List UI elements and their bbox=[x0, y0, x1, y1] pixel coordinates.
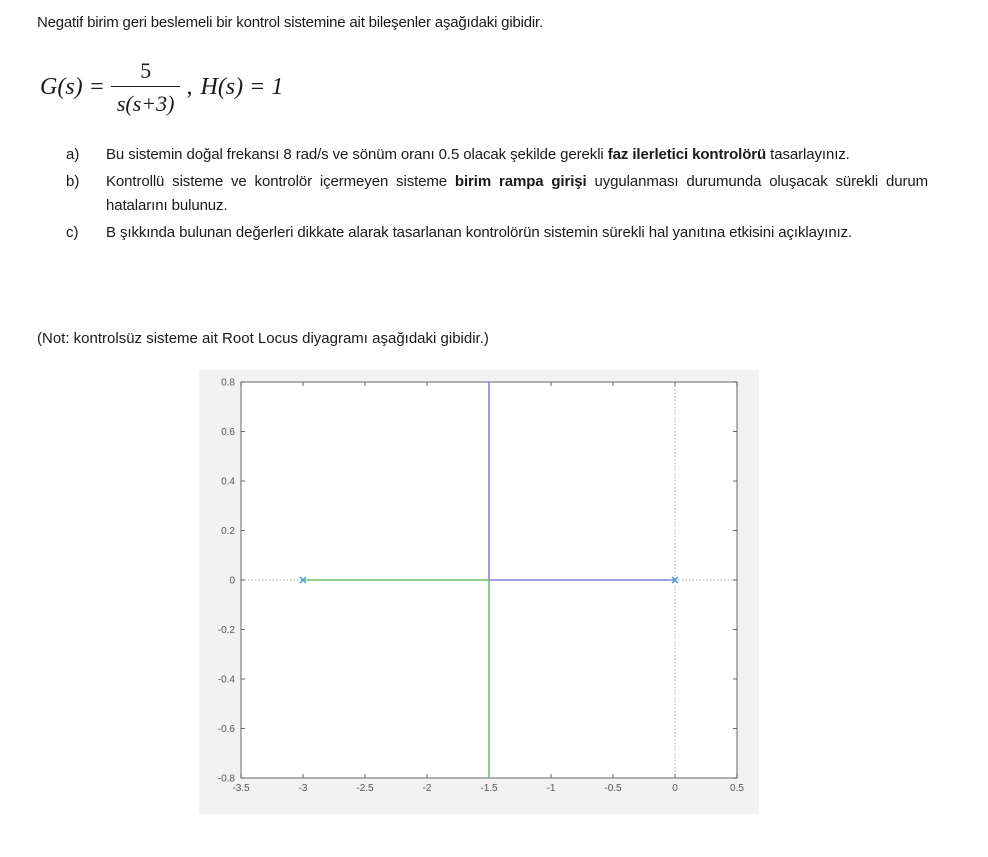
y-tick-label: -0.8 bbox=[217, 773, 235, 785]
root-locus-figure bbox=[199, 370, 759, 814]
x-tick-label: -3 bbox=[298, 783, 308, 794]
note-text: (Not: kontrolsüz sisteme ait Root Locus diyagramı aşağıdaki gibidir.) bbox=[37, 330, 489, 347]
question-text-pre: Bu sistemin doğal frekansı 8 rad/s ve sönüm oranı 0.5 olacak şekilde gerekli bbox=[106, 146, 608, 163]
transfer-function bbox=[40, 58, 283, 117]
root-locus-chart bbox=[199, 370, 759, 814]
question-text-post: uygulanması durumunda oluşacak sürekli durum hatalarını bulunuz. bbox=[106, 173, 929, 214]
x-tick-label: -0.5 bbox=[604, 783, 622, 794]
question-c bbox=[66, 221, 928, 245]
g-denominator: s(s+3) bbox=[111, 86, 181, 117]
h-lhs: H(s) = 1 bbox=[200, 74, 284, 100]
y-tick-label: 0.2 bbox=[221, 526, 235, 537]
x-tick-label: 0.5 bbox=[730, 783, 744, 794]
y-tick-label: 0.8 bbox=[221, 377, 235, 389]
question-text-pre: Kontrollü sisteme ve kontrolör içermeyen sisteme bbox=[106, 173, 455, 190]
x-tick-label: -1 bbox=[546, 783, 556, 794]
x-tick-label: -3.5 bbox=[232, 783, 250, 794]
formula-separator: , bbox=[186, 74, 193, 100]
x-tick-label: 0 bbox=[672, 783, 678, 794]
question-text-bold: birim rampa girişi bbox=[454, 173, 587, 190]
question-text bbox=[106, 143, 928, 167]
intro-text: Negatif birim geri beslemeli bir kontrol sistemine ait bileşenler aşağıdaki gibidir. bbox=[37, 14, 543, 31]
question-a bbox=[66, 143, 928, 167]
question-text-post: tasarlayınız. bbox=[766, 146, 850, 163]
x-tick-label: -2 bbox=[422, 783, 432, 794]
g-fraction bbox=[111, 58, 181, 117]
y-tick-label: 0.6 bbox=[221, 427, 235, 438]
y-tick-label: -0.2 bbox=[217, 625, 235, 636]
y-tick-label: 0.4 bbox=[221, 476, 235, 488]
question-label: c) bbox=[66, 224, 79, 241]
y-tick-label: -0.6 bbox=[217, 724, 235, 735]
g-lhs: G(s) = bbox=[40, 74, 105, 100]
question-text bbox=[106, 170, 928, 218]
question-list bbox=[66, 143, 928, 248]
question-label: a) bbox=[66, 146, 80, 163]
y-tick-label: -0.4 bbox=[217, 674, 235, 686]
x-tick-label: -2.5 bbox=[356, 783, 374, 794]
x-tick-label: -1.5 bbox=[480, 783, 498, 794]
question-label: b) bbox=[66, 173, 80, 190]
question-text-pre: B şıkkında bulunan değerleri dikkate alarak tasarlanan kontrolörün sistemin sürekli hal yanıtına etkisini açıklayınız. bbox=[106, 224, 853, 241]
question-text bbox=[106, 221, 928, 245]
y-tick-label: 0 bbox=[229, 575, 235, 587]
question-text-bold: faz ilerletici kontrolörü bbox=[607, 146, 767, 163]
g-numerator: 5 bbox=[140, 58, 152, 83]
question-b bbox=[66, 170, 928, 218]
